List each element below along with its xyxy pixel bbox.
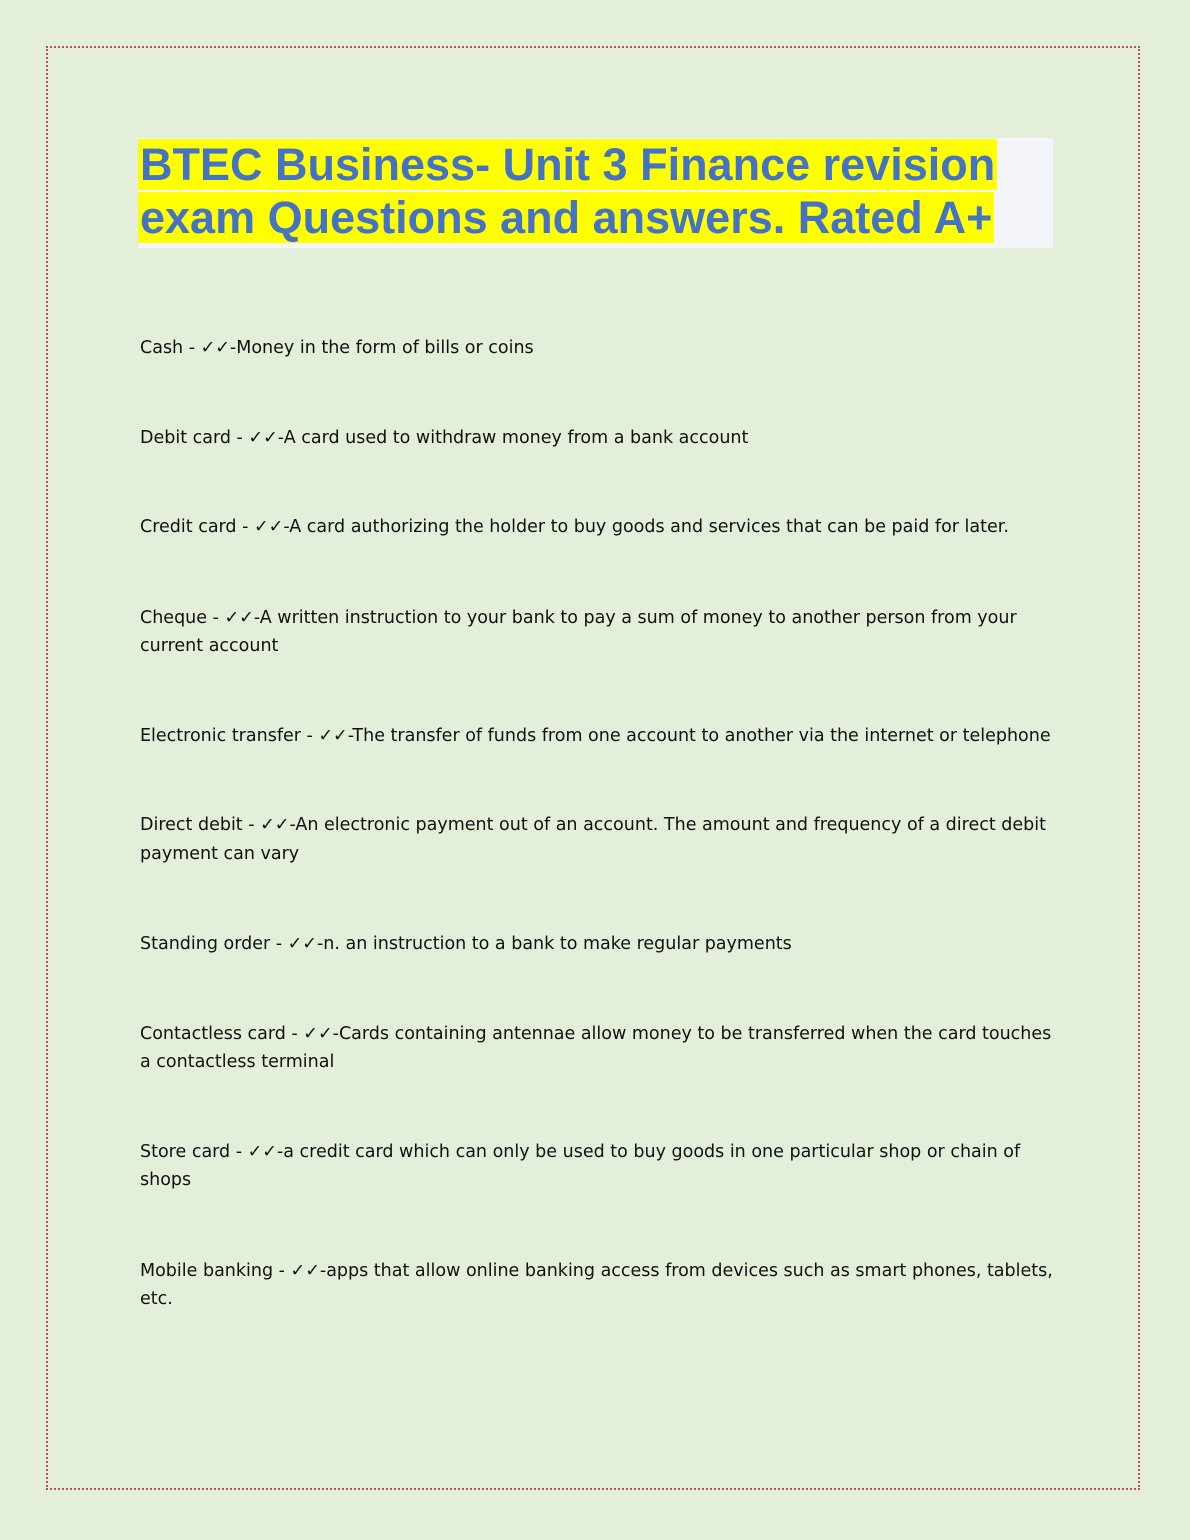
entry-separator: - ✓✓- — [183, 338, 237, 358]
flashcard-list — [140, 334, 1055, 1314]
entry-separator: - ✓✓- — [236, 517, 290, 537]
entry-term: Contactless card — [140, 1023, 286, 1044]
entry-definition: apps that allow online banking access from devices such as smart phones, tablets, etc. — [140, 1260, 1053, 1309]
entry-definition: The transfer of funds from one account to another via the internet or telephone — [352, 725, 1051, 746]
list-item — [140, 1138, 1055, 1195]
title-highlight: BTEC Business- Unit 3 Finance revision exam Questions and answers. Rated A+ — [140, 139, 996, 243]
entry-definition: A card used to withdraw money from a bank account — [283, 427, 749, 448]
entry-separator: - ✓✓- — [285, 1023, 339, 1044]
entry-definition: n. an instruction to a bank to make regular payments — [323, 934, 792, 954]
entry-definition: Cards containing antennae allow money to be transferred when the card touches a contactless terminal — [140, 1023, 1052, 1072]
list-item — [140, 424, 1055, 453]
entry-definition: Money in the form of bills or coins — [236, 338, 534, 358]
entry-term: Mobile banking — [140, 1260, 274, 1281]
entry-definition: A card authorizing the holder to buy goods and services that can be paid for later. — [289, 517, 1009, 537]
list-item — [140, 334, 1055, 363]
entry-definition: A written instruction to your bank to pay a sum of money to another person from your current account — [140, 607, 1017, 656]
entry-separator: - ✓✓- — [300, 725, 353, 746]
list-item — [140, 930, 1055, 959]
entry-term: Cheque — [140, 607, 208, 628]
entry-separator: - ✓✓- — [242, 815, 296, 835]
entry-term: Standing order — [140, 934, 271, 954]
title-block — [138, 138, 1053, 248]
entry-term: Debit card — [140, 427, 231, 448]
entry-separator: - ✓✓- — [230, 427, 284, 448]
list-item — [140, 513, 1055, 542]
list-item — [140, 1020, 1055, 1077]
list-item — [140, 1257, 1055, 1314]
entry-separator: - ✓✓- — [207, 607, 260, 628]
entry-definition: a credit card which can only be used to buy goods in one particular shop or chain of shops — [140, 1141, 1021, 1190]
entry-separator: - ✓✓- — [230, 1141, 284, 1162]
list-item — [140, 811, 1055, 868]
entry-term: Direct debit — [140, 815, 243, 835]
entry-separator: - ✓✓- — [270, 934, 324, 954]
list-item — [140, 604, 1055, 661]
list-item — [140, 722, 1055, 751]
page-title — [138, 138, 1053, 244]
entry-term: Store card — [140, 1141, 231, 1162]
entry-term: Credit card — [140, 517, 237, 537]
entry-separator: - ✓✓- — [273, 1260, 327, 1281]
entry-term: Cash — [140, 338, 184, 358]
entry-definition: An electronic payment out of an account. The amount and frequency of a direct debit payment can vary — [140, 815, 1046, 864]
entry-term: Electronic transfer — [140, 725, 301, 746]
